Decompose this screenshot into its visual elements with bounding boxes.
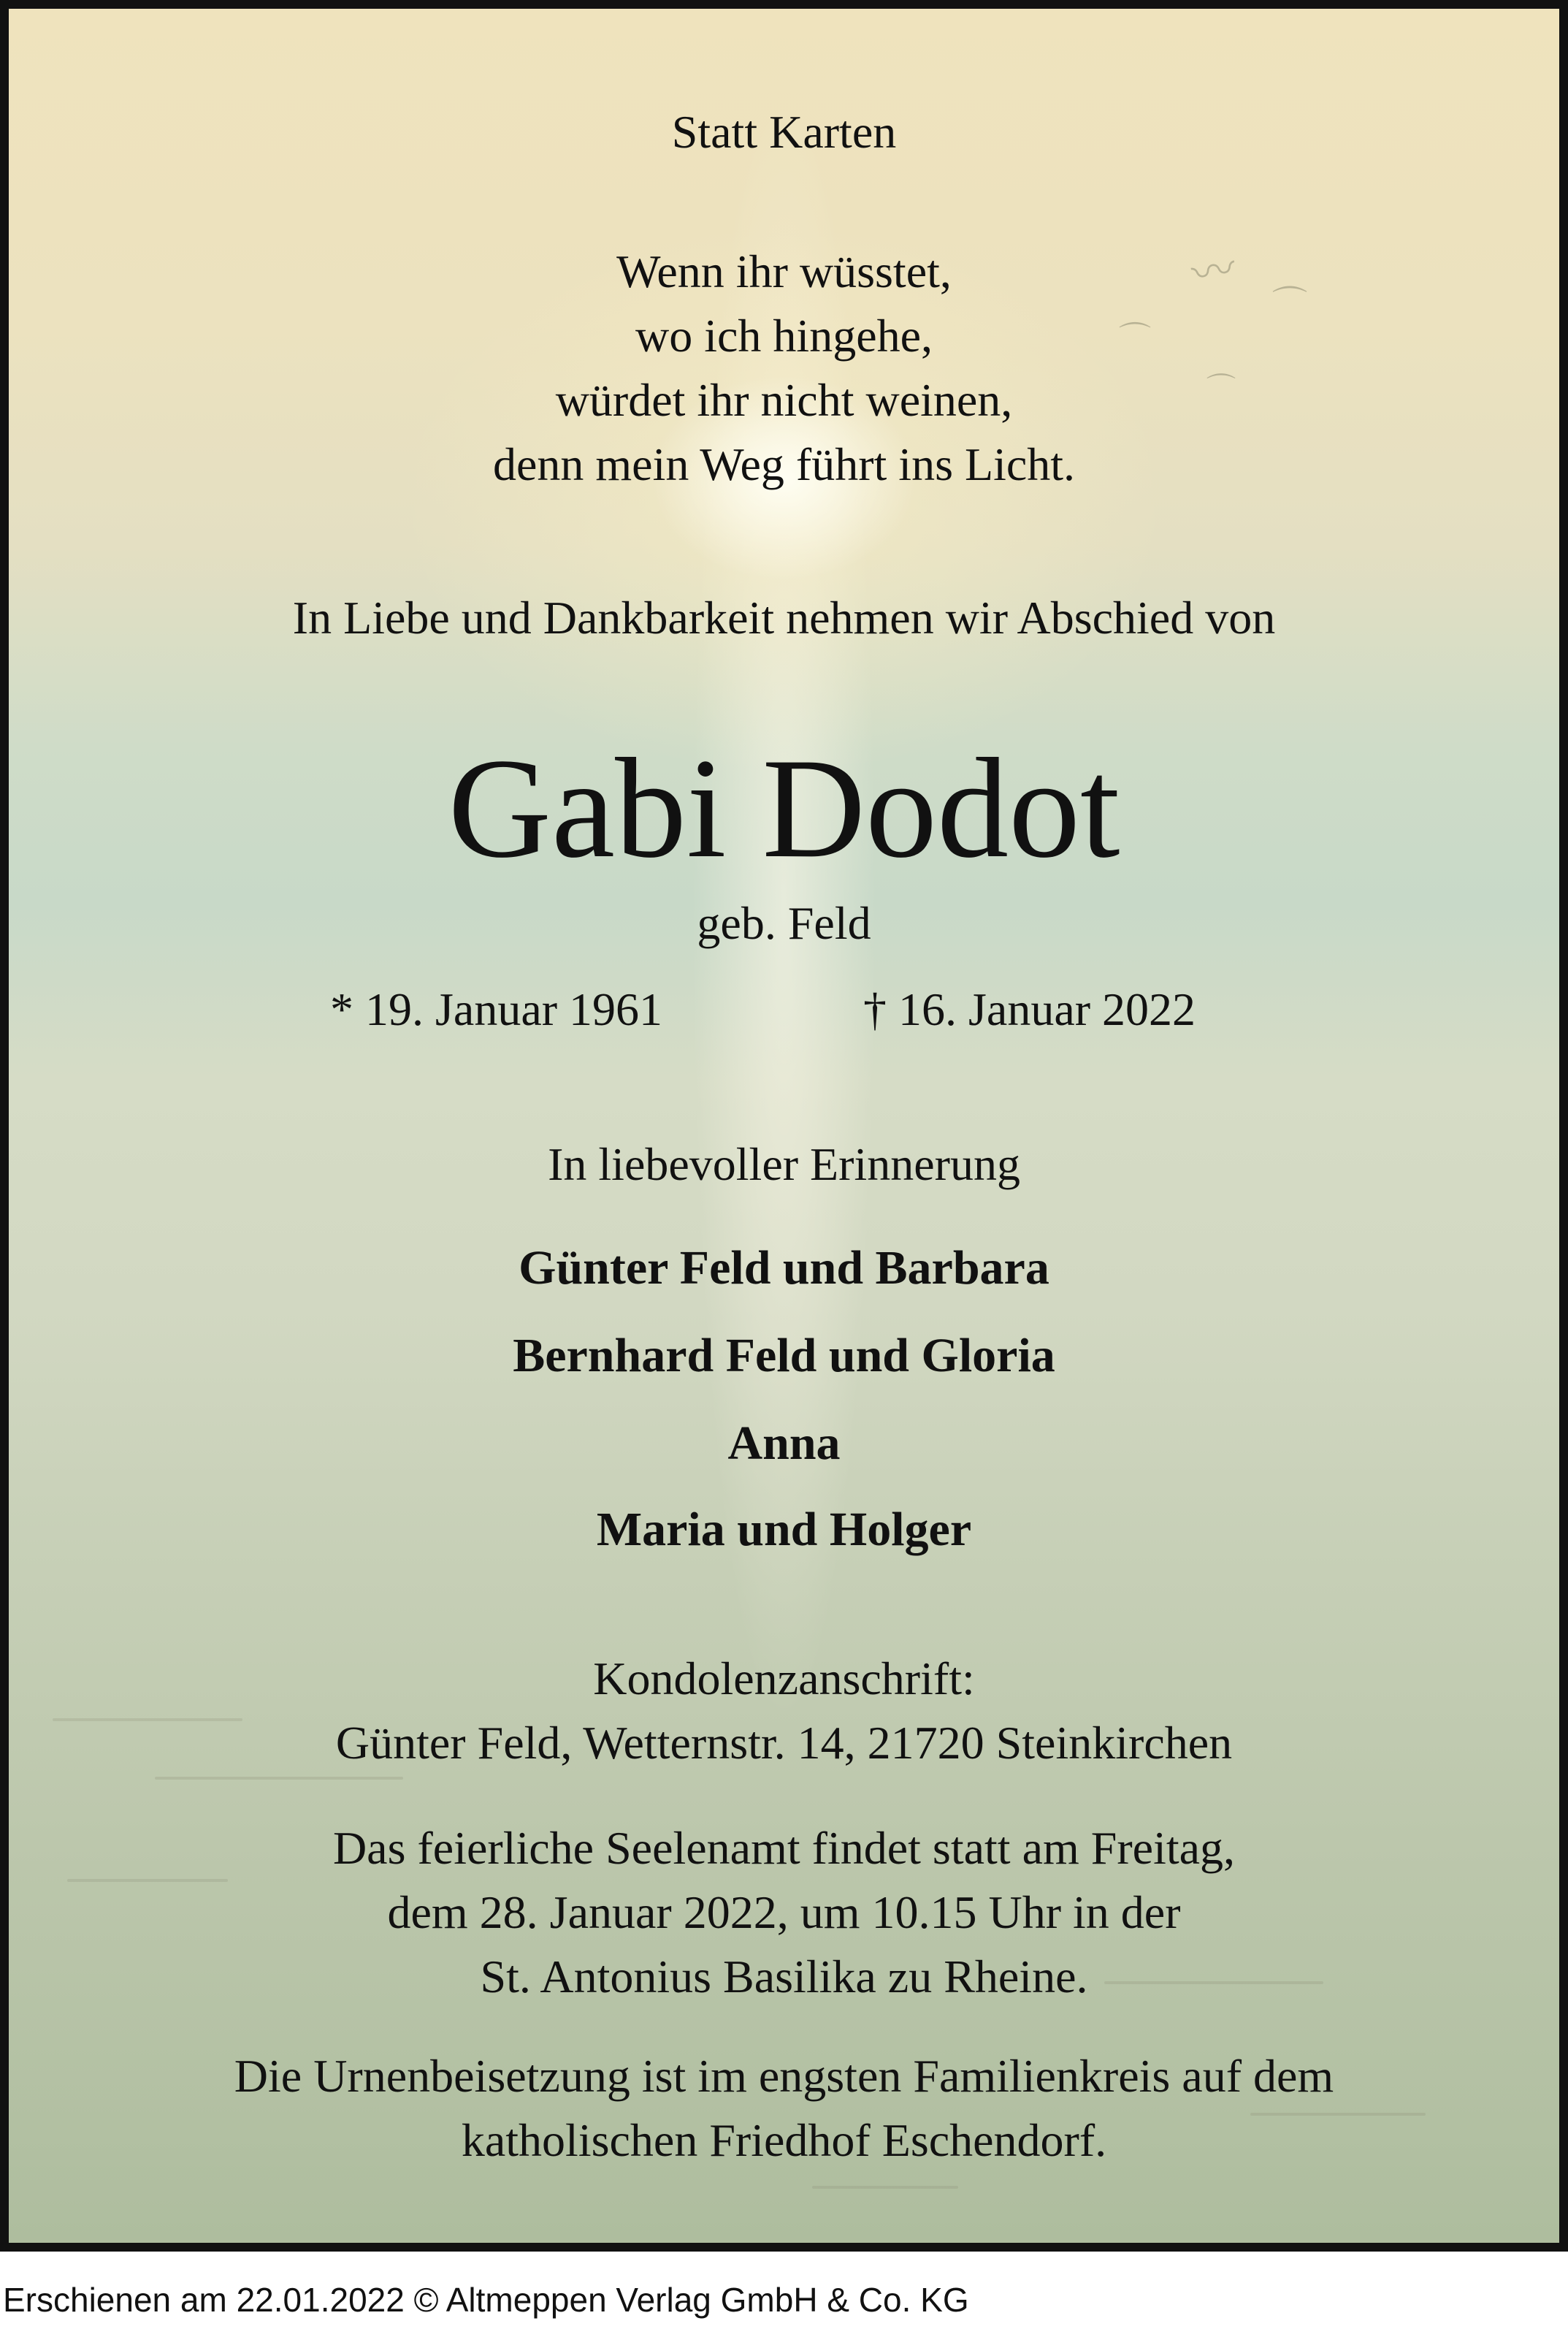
bird-icon: ⌒ (1119, 320, 1151, 357)
birth-date: * 19. Januar 1961 (330, 983, 663, 1035)
wave-line (812, 2186, 958, 2189)
deceased-name: Gabi Dodot (448, 729, 1120, 888)
publication-footer: Erschienen am 22.01.2022 © Altmeppen Verlag GmbH & Co. KG (3, 2281, 969, 2319)
service-line: dem 28. Januar 2022, um 10.15 Uhr in der (387, 1886, 1181, 1938)
poem-line: denn mein Weg führt ins Licht. (492, 438, 1076, 490)
service-line: Das feierliche Seelenamt findet statt am Freitag, (332, 1822, 1236, 1874)
mourner-name: Bernhard Feld und Gloria (513, 1329, 1055, 1382)
intro-text: In Liebe und Dankbarkeit nehmen wir Abschied von (292, 592, 1276, 644)
header-text: Statt Karten (671, 106, 897, 158)
condolence-label: Kondolenzanschrift: (593, 1653, 975, 1704)
service-line: St. Antonius Basilika zu Rheine. (480, 1951, 1088, 2002)
memory-line: In liebevoller Erinnerung (548, 1138, 1020, 1190)
burial-line: katholischen Friedhof Eschendorf. (461, 2114, 1107, 2166)
burial-line: Die Urnenbeisetzung ist im engsten Familienkreis auf dem (234, 2050, 1334, 2102)
poem-line: Wenn ihr wüsstet, (616, 245, 952, 297)
wave-line (155, 1777, 403, 1780)
poem-line: würdet ihr nicht weinen, (555, 374, 1013, 426)
mourner-name: Maria und Holger (596, 1503, 972, 1556)
mourner-name: Anna (727, 1417, 841, 1470)
maiden-name: geb. Feld (697, 897, 871, 949)
poem-line: wo ich hingehe, (635, 310, 933, 362)
condolence-address: Günter Feld, Wetternstr. 14, 21720 Steinkirchen (335, 1717, 1233, 1769)
bird-icon: ⌒ (1206, 372, 1236, 405)
mourner-name: Günter Feld und Barbara (519, 1241, 1049, 1295)
bird-icon: ⌒ (1272, 283, 1308, 324)
death-date: † 16. Januar 2022 (863, 983, 1196, 1035)
bird-icon: 〰 (1188, 243, 1240, 301)
